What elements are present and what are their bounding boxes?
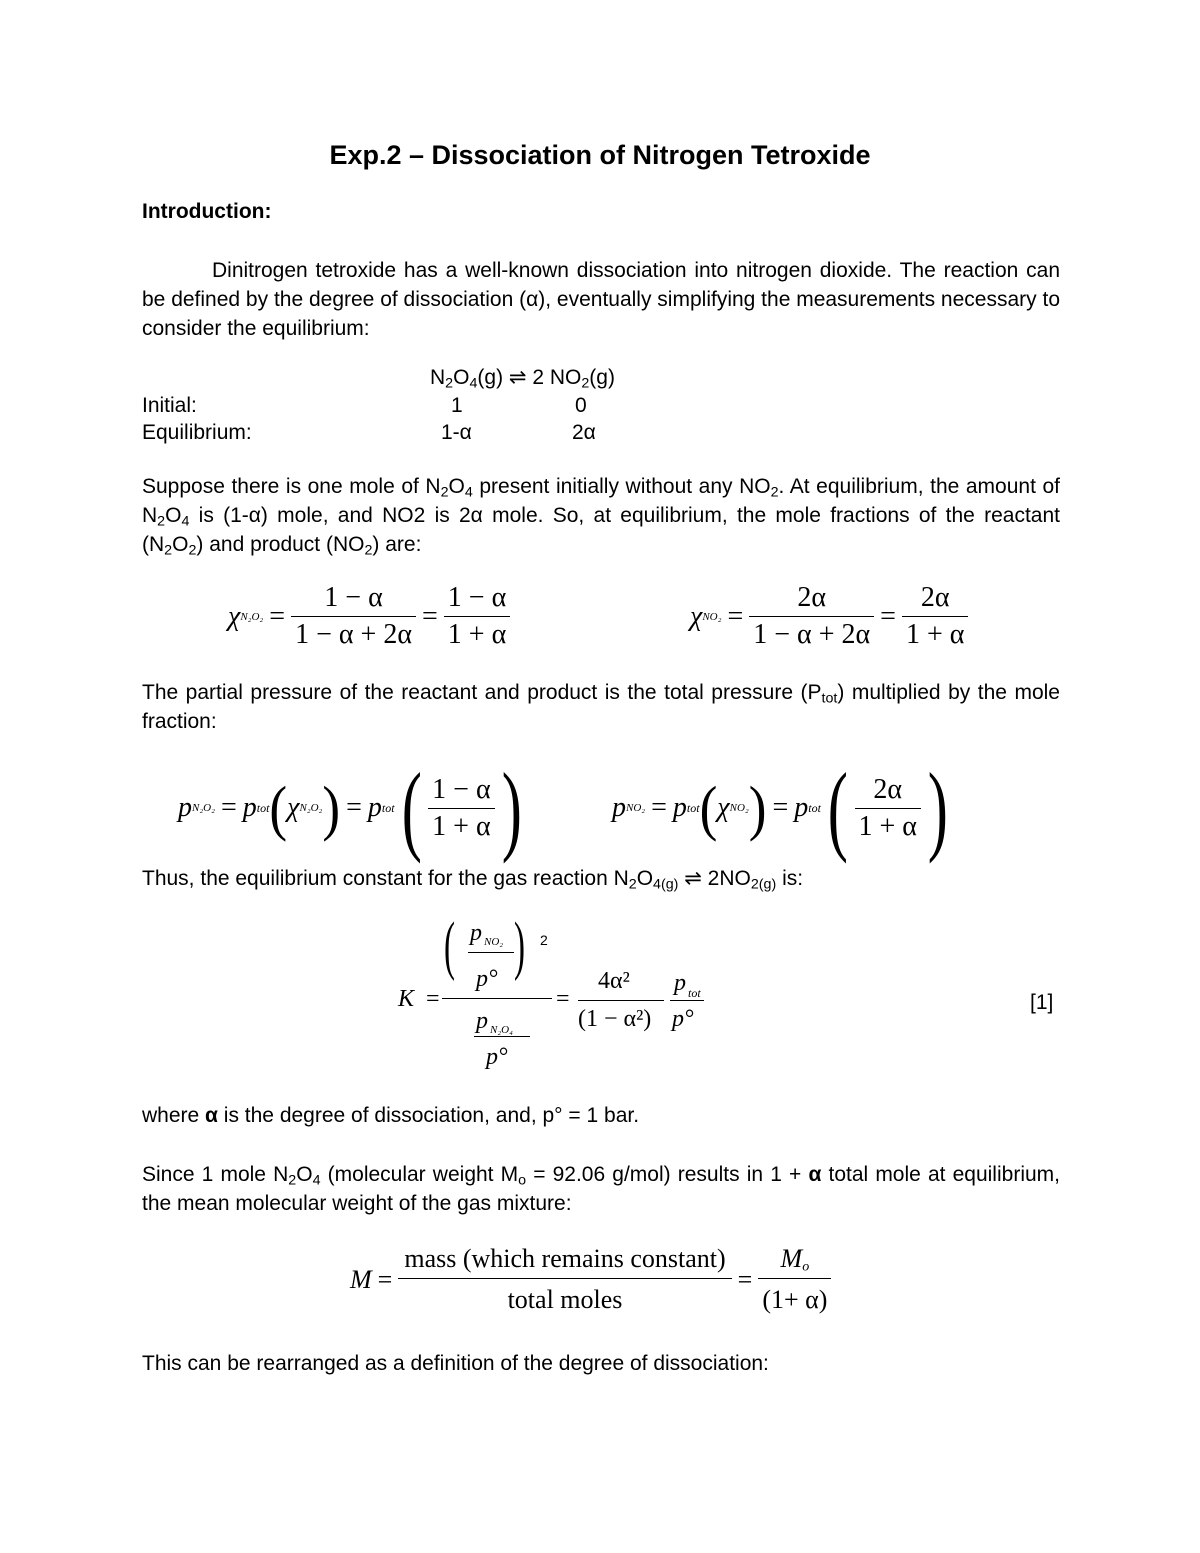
numerator: 1 − α	[444, 582, 510, 617]
p-symbol: p	[476, 1008, 488, 1034]
intro-paragraph: Dinitrogen tetroxide has a well-known dissociation into nitrogen dioxide. The reaction can be defined by the degree of dissociation (α), eventually simplifying the measurements necessary to consider the equilibrium:	[142, 259, 1060, 340]
equals-sign: =	[426, 986, 440, 1012]
equilibrium-product-value: 2α	[572, 421, 596, 444]
equals-sign: =	[737, 1264, 753, 1294]
equals-sign: =	[772, 792, 789, 824]
text-sub: 2	[288, 1172, 297, 1189]
numerator: 2α	[902, 582, 968, 617]
text-sub: 2	[364, 542, 373, 559]
equals-sign: =	[220, 792, 237, 824]
open-paren: (	[444, 909, 455, 982]
text-run: ⇌ 2NO	[678, 867, 751, 890]
fraction	[428, 774, 494, 843]
text-run: . At equilibrium, the amount of N	[142, 475, 1060, 527]
page-title: Exp.2 – Dissociation of Nitrogen Tetroxide	[329, 140, 871, 170]
open-paren: (	[699, 774, 718, 843]
text-run: is:	[776, 867, 804, 890]
p-symbol: p	[794, 792, 809, 824]
text-sub: 2	[628, 876, 637, 893]
text-run: = 92.06 g/mol) results in 1 +	[526, 1163, 809, 1186]
reaction-equation	[430, 364, 615, 392]
p-symbol: p	[612, 792, 626, 824]
p-subscript: tot	[688, 986, 701, 1000]
initial-product-value: 0	[575, 394, 587, 417]
p-standard: p°	[672, 1006, 694, 1032]
numerator: mass (which remains constant)	[398, 1244, 731, 1279]
denominator: 1 + α	[447, 619, 507, 650]
p-standard: p°	[476, 966, 498, 992]
mole-fraction-equation-no2: χ NO₂ = $\frac{2\alpha}{1 - \alpha + 2\alpha}$ = $\frac{2\alpha}{1 + \alpha}$	[690, 582, 968, 651]
equals-sign: =	[377, 1264, 393, 1294]
reaction-text: O	[453, 366, 470, 389]
k-symbol: K	[398, 986, 415, 1012]
numerator: 1 − α	[291, 582, 416, 617]
p-symbol: p	[674, 970, 686, 996]
equals-sign: =	[556, 986, 570, 1012]
fraction	[855, 774, 921, 843]
fraction	[749, 582, 874, 651]
equals-sign: =	[651, 792, 667, 824]
text-run: O	[636, 867, 654, 890]
p-standard: p°	[486, 1044, 508, 1070]
close-paren: )	[748, 774, 767, 843]
fraction	[758, 1244, 831, 1315]
text-run: is the degree of dissociation, and, p° = 1 bar.	[217, 1104, 640, 1127]
fraction	[398, 1244, 731, 1315]
initial-label: Initial:	[142, 394, 197, 417]
fraction-bar	[578, 1000, 664, 1001]
alpha-symbol: α	[205, 1104, 218, 1127]
chi-symbol: χ	[690, 600, 703, 632]
mean-molecular-weight-equation	[350, 1244, 831, 1315]
text-sub: o	[518, 1172, 527, 1189]
exponent: 2	[540, 932, 548, 948]
mole-fraction-equation-n2o2: χ N₂O₂ = $\frac{1 - \alpha}{1 - \alpha + 2\alpha}$ = $\frac{1 - \alpha}{1 + \alpha}$	[228, 582, 510, 651]
denominator: 1 + α	[432, 810, 491, 842]
reaction-text: (g)	[589, 366, 615, 389]
fraction-bar	[442, 998, 552, 999]
denominator: (1 − α²)	[578, 1006, 652, 1032]
text-run: O	[165, 504, 182, 527]
close-paren: )	[501, 752, 522, 864]
equilibrium-reactant-value: 1-α	[441, 421, 472, 444]
p-symbol: p	[242, 792, 257, 824]
equals-sign: =	[880, 600, 896, 632]
text-run: Suppose there is one mole of N	[142, 475, 441, 498]
text-run: is (1-α) mole, and NO2 is 2α mole. So, at equilibrium, the mole fractions of the reactant (N	[142, 504, 1060, 556]
text-run: O	[448, 475, 465, 498]
denominator: 1 + α	[858, 810, 917, 842]
text-sub: 2	[157, 513, 166, 530]
equals-sign: =	[346, 792, 362, 824]
equals-sign: =	[727, 600, 744, 632]
text-sub: 2	[770, 484, 779, 501]
mean-molecular-weight-paragraph	[142, 1160, 1060, 1218]
m-subscript: o	[802, 1259, 810, 1275]
reaction-sub: 2	[445, 375, 454, 392]
equals-sign: =	[421, 600, 438, 632]
reaction-text: N	[430, 366, 446, 389]
initial-reactant-value: 1	[451, 394, 463, 417]
p-symbol: p	[672, 792, 687, 824]
text-run: total mole at equilibrium, the mean molecular weight of the gas mixture:	[142, 1163, 1060, 1215]
text-sub: 4	[181, 513, 190, 530]
partial-pressure-equation-no2: p NO₂ = p tot ( χ NO₂ ) = p tot ( $\frac{2\alpha}{1 + \alpha}$ )	[612, 752, 948, 864]
open-paren: (	[269, 774, 288, 843]
text-run: ) multiplied by the mole fraction:	[142, 681, 1060, 733]
text-run: ) are:	[372, 533, 422, 556]
open-paren: (	[401, 752, 422, 864]
reaction-text: (g) ⇌ 2 NO	[477, 366, 582, 389]
numerator: 4α²	[598, 968, 630, 994]
equals-sign: =	[269, 600, 286, 632]
text-sub: 2(g)	[750, 876, 777, 893]
chi-symbol: χ	[287, 792, 300, 824]
text-run: Since 1 mole N	[142, 1163, 289, 1186]
equilibrium-constant-paragraph	[142, 864, 1060, 893]
fraction-bar	[474, 1036, 530, 1037]
text-run: Thus, the equilibrium constant for the gas reaction N	[142, 867, 629, 890]
denominator: total moles	[507, 1285, 623, 1314]
chi-symbol: χ	[228, 600, 241, 632]
m-symbol: M	[350, 1264, 372, 1294]
text-run: (molecular weight M	[320, 1163, 519, 1186]
text-sub: 4	[464, 484, 473, 501]
p-subscript: N₂O₄	[490, 1024, 513, 1036]
numerator: 2α	[855, 774, 921, 809]
equilibrium-constant-equation	[398, 909, 718, 1082]
equation-number: [1]	[1030, 991, 1054, 1014]
text-sub: 4(g)	[653, 876, 679, 893]
text-run: present initially without any NO	[472, 475, 771, 498]
partial-pressure-paragraph	[142, 678, 1060, 736]
partial-pressure-equation-n2o2: p N₂O₂ = p tot ( χ N₂O₂ ) = p tot ( $\frac{1 - \alpha}{1 + \alpha}$ )	[178, 752, 522, 864]
close-paren: )	[322, 774, 341, 843]
p-symbol: p	[470, 920, 482, 946]
fraction-bar	[670, 1000, 704, 1001]
m-symbol: M	[780, 1244, 803, 1273]
open-paren: (	[827, 752, 848, 864]
alpha-symbol: α	[808, 1163, 822, 1186]
fraction-bar	[468, 952, 514, 953]
p-symbol: p	[367, 792, 382, 824]
p-subscript: NO₂	[484, 936, 504, 948]
p-symbol: p	[178, 792, 192, 824]
numerator: 1 − α	[428, 774, 494, 809]
reaction-sub: 2	[581, 375, 590, 392]
text-run: ) and product (NO	[196, 533, 365, 556]
text-sub: 4	[312, 1172, 321, 1189]
denominator: 1 − α + 2α	[295, 619, 412, 650]
close-paren: )	[927, 752, 948, 864]
fraction	[291, 582, 416, 651]
denominator: (1+ α)	[762, 1285, 828, 1314]
text-run: The partial pressure of the reactant and product is the total pressure (P	[142, 681, 822, 704]
text-run: O	[172, 533, 189, 556]
suppose-paragraph	[142, 472, 1060, 559]
text-sub: 2	[440, 484, 449, 501]
numerator: 2α	[749, 582, 874, 617]
text-run: O	[296, 1163, 313, 1186]
text-sub: tot	[821, 690, 838, 707]
chi-symbol: χ	[717, 792, 730, 824]
close-paren: )	[514, 909, 525, 982]
denominator: 1 − α + 2α	[753, 619, 871, 650]
text-sub: 2	[188, 542, 197, 559]
fraction	[902, 582, 968, 651]
where-text	[142, 1104, 639, 1128]
text-run: where	[142, 1104, 206, 1127]
fraction	[444, 582, 510, 651]
denominator: 1 + α	[905, 619, 965, 650]
equilibrium-label: Equilibrium:	[142, 421, 252, 444]
text-sub: 2	[164, 542, 173, 559]
reaction-sub: 4	[469, 375, 478, 392]
final-text: This can be rearranged as a definition of the degree of dissociation:	[142, 1352, 769, 1375]
section-heading-introduction: Introduction:	[142, 200, 272, 223]
